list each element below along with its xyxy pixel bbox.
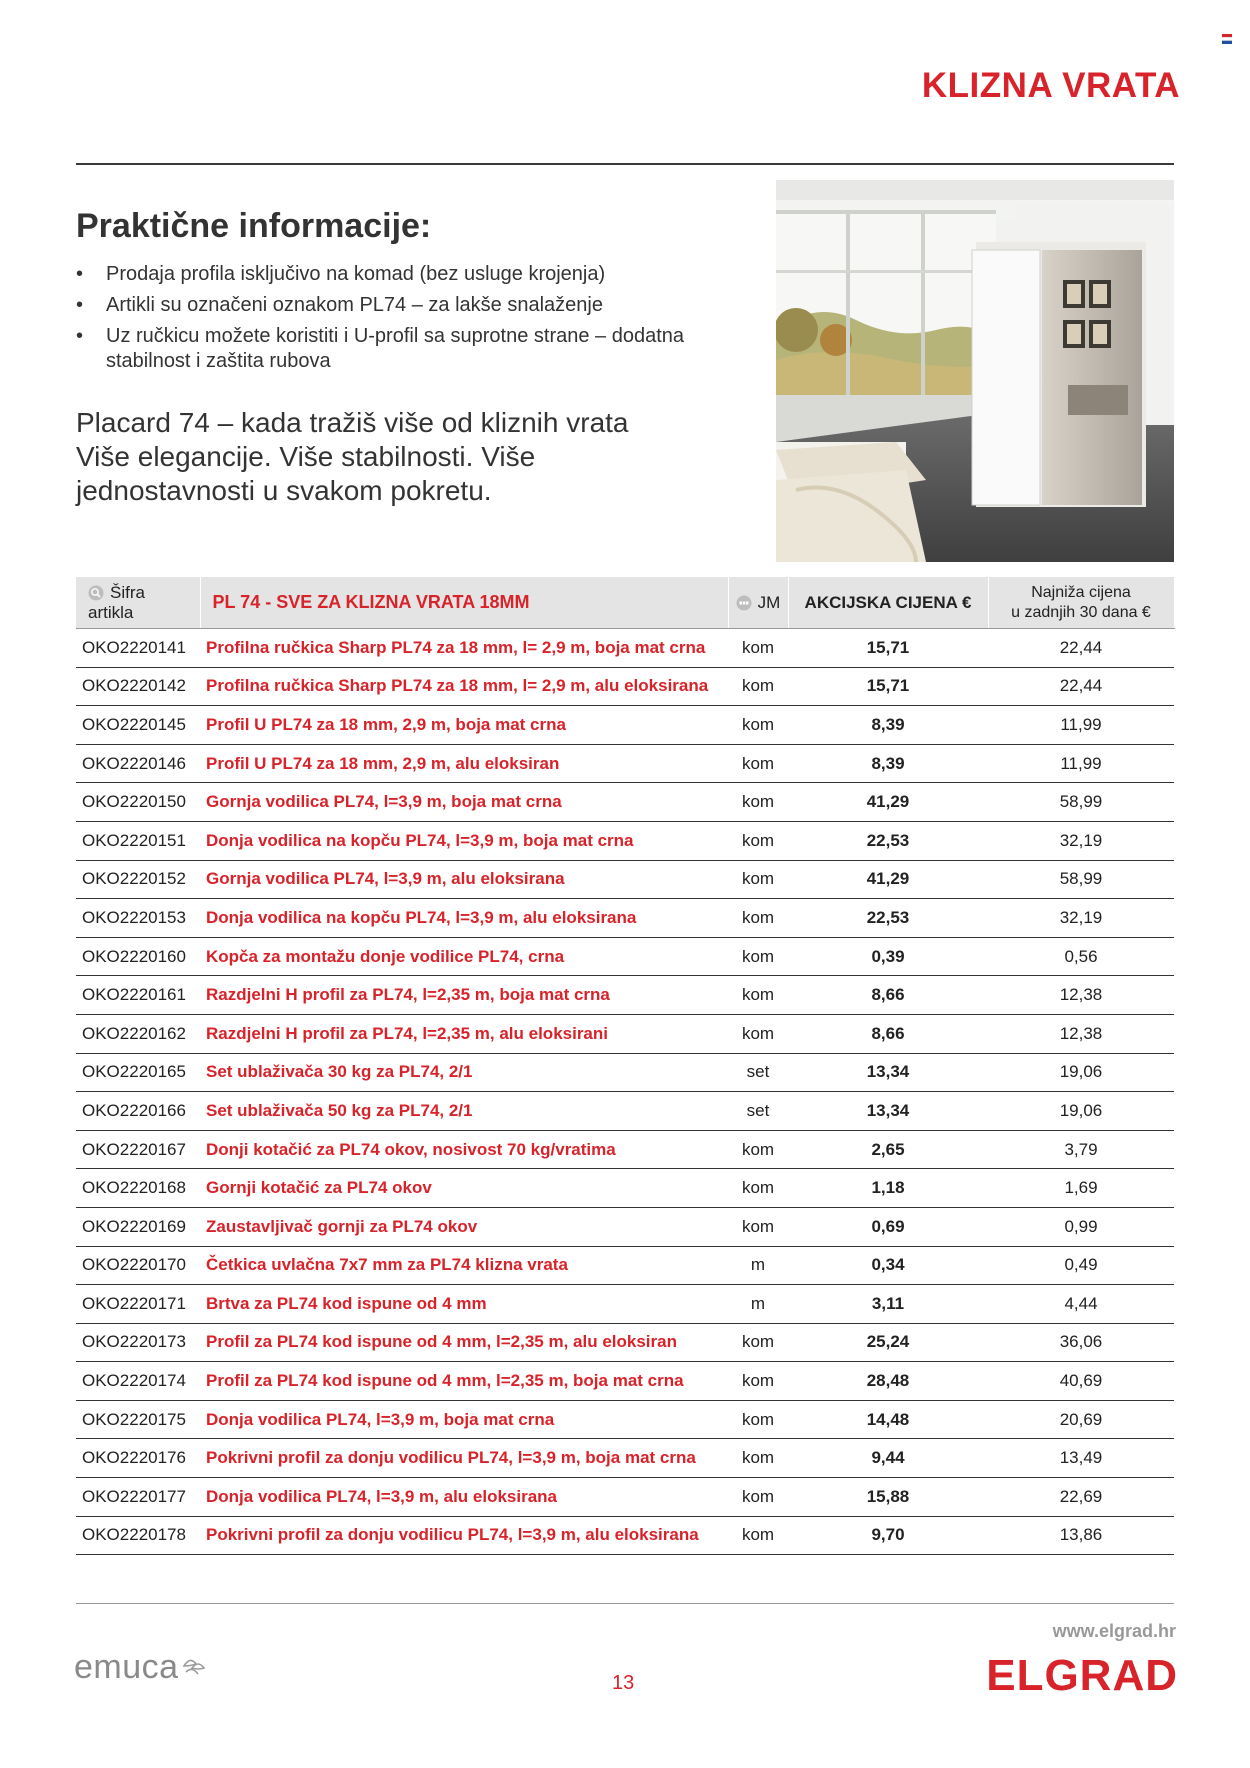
item-sale-price: 8,66 (788, 1014, 988, 1053)
item-lowest-price: 0,99 (988, 1207, 1174, 1246)
price-table-container (76, 577, 1174, 1555)
item-lowest-price: 19,06 (988, 1053, 1174, 1092)
item-unit: kom (728, 1362, 788, 1401)
item-code: OKO2220176 (76, 1439, 200, 1478)
item-code: OKO2220165 (76, 1053, 200, 1092)
table-row (76, 821, 1174, 860)
item-unit: kom (728, 1169, 788, 1208)
bedroom-wardrobe-photo (776, 180, 1174, 562)
item-unit: kom (728, 706, 788, 745)
column-header-code (76, 577, 200, 629)
column-header-lowest (988, 577, 1174, 629)
item-sale-price: 8,39 (788, 744, 988, 783)
item-code: OKO2220170 (76, 1246, 200, 1285)
item-name: Četkica uvlačna 7x7 mm za PL74 klizna vrata (200, 1246, 728, 1285)
item-unit: kom (728, 821, 788, 860)
info-bullet: • Prodaja profila isključivo na komad (bez usluge krojenja) (76, 262, 716, 287)
column-header-price: AKCIJSKA CIJENA € (788, 577, 988, 629)
tagline-line: jednostavnosti u svakom pokretu. (76, 475, 492, 506)
item-code: OKO2220150 (76, 783, 200, 822)
item-name: Profil U PL74 za 18 mm, 2,9 m, boja mat crna (200, 706, 728, 745)
item-lowest-price: 13,86 (988, 1516, 1174, 1555)
item-unit: kom (728, 1323, 788, 1362)
table-row (76, 1400, 1174, 1439)
item-code: OKO2220173 (76, 1323, 200, 1362)
item-unit: kom (728, 1478, 788, 1517)
item-lowest-price: 20,69 (988, 1400, 1174, 1439)
table-row (76, 706, 1174, 745)
item-code: OKO2220169 (76, 1207, 200, 1246)
flag-icon (1222, 34, 1232, 44)
item-name: Profilna ručkica Sharp PL74 za 18 mm, l= 2,9 m, alu eloksirana (200, 667, 728, 706)
unit-icon (736, 595, 752, 611)
search-icon (88, 585, 104, 601)
brand-logo: ELGRAD (986, 1651, 1178, 1700)
item-name: Set ublaživača 30 kg za PL74, 2/1 (200, 1053, 728, 1092)
item-name: Profil U PL74 za 18 mm, 2,9 m, alu eloksiran (200, 744, 728, 783)
item-code: OKO2220162 (76, 1014, 200, 1053)
item-sale-price: 0,39 (788, 937, 988, 976)
item-name: Razdjelni H profil za PL74, l=2,35 m, alu eloksirani (200, 1014, 728, 1053)
item-code: OKO2220160 (76, 937, 200, 976)
table-row (76, 1323, 1174, 1362)
item-sale-price: 9,70 (788, 1516, 988, 1555)
item-code: OKO2220175 (76, 1400, 200, 1439)
info-bullet: • Uz ručkicu možete koristiti i U-profil sa suprotne strane – dodatna stabilnost i zaštita rubova (76, 324, 716, 374)
item-name: Brtva za PL74 kod ispune od 4 mm (200, 1285, 728, 1324)
item-sale-price: 0,34 (788, 1246, 988, 1285)
item-name: Profil za PL74 kod ispune od 4 mm, l=2,35 m, boja mat crna (200, 1362, 728, 1401)
item-name: Razdjelni H profil za PL74, l=2,35 m, boja mat crna (200, 976, 728, 1015)
item-lowest-price: 12,38 (988, 1014, 1174, 1053)
table-row (76, 1246, 1174, 1285)
item-name: Pokrivni profil za donju vodilicu PL74, l=3,9 m, alu eloksirana (200, 1516, 728, 1555)
item-sale-price: 15,71 (788, 629, 988, 668)
item-code: OKO2220142 (76, 667, 200, 706)
item-code: OKO2220151 (76, 821, 200, 860)
item-unit: set (728, 1053, 788, 1092)
item-sale-price: 8,39 (788, 706, 988, 745)
item-code: OKO2220161 (76, 976, 200, 1015)
item-sale-price: 14,48 (788, 1400, 988, 1439)
item-code: OKO2220145 (76, 706, 200, 745)
item-lowest-price: 58,99 (988, 860, 1174, 899)
item-lowest-price: 19,06 (988, 1092, 1174, 1131)
item-lowest-price: 32,19 (988, 899, 1174, 938)
tagline-line: Više elegancije. Više stabilnosti. Više (76, 441, 536, 472)
table-row (76, 1207, 1174, 1246)
item-lowest-price: 13,49 (988, 1439, 1174, 1478)
price-table (76, 577, 1175, 1555)
item-lowest-price: 36,06 (988, 1323, 1174, 1362)
item-code: OKO2220167 (76, 1130, 200, 1169)
table-row (76, 1014, 1174, 1053)
item-unit: set (728, 1092, 788, 1131)
item-sale-price: 28,48 (788, 1362, 988, 1401)
table-row (76, 1169, 1174, 1208)
table-row (76, 667, 1174, 706)
item-lowest-price: 58,99 (988, 783, 1174, 822)
item-unit: kom (728, 976, 788, 1015)
item-code: OKO2220146 (76, 744, 200, 783)
item-name: Donji kotačić za PL74 okov, nosivost 70 kg/vratima (200, 1130, 728, 1169)
item-name: Gornja vodilica PL74, l=3,9 m, alu eloksirana (200, 860, 728, 899)
partner-logo-mark-icon (180, 1654, 206, 1678)
table-row (76, 937, 1174, 976)
item-unit: kom (728, 899, 788, 938)
column-header-code-label: Šifra artikla (88, 582, 145, 622)
item-name: Gornja vodilica PL74, l=3,9 m, boja mat crna (200, 783, 728, 822)
item-sale-price: 13,34 (788, 1092, 988, 1131)
table-row (76, 1285, 1174, 1324)
item-name: Set ublaživača 50 kg za PL74, 2/1 (200, 1092, 728, 1131)
item-sale-price: 13,34 (788, 1053, 988, 1092)
table-row (76, 1362, 1174, 1401)
item-sale-price: 41,29 (788, 860, 988, 899)
table-row (76, 899, 1174, 938)
item-code: OKO2220152 (76, 860, 200, 899)
item-lowest-price: 32,19 (988, 821, 1174, 860)
item-lowest-price: 0,49 (988, 1246, 1174, 1285)
info-bullet-list (76, 262, 716, 380)
table-row (76, 744, 1174, 783)
item-name: Donja vodilica PL74, l=3,9 m, alu eloksirana (200, 1478, 728, 1517)
item-lowest-price: 22,44 (988, 667, 1174, 706)
info-bullet: • Artikli su označeni oznakom PL74 – za lakše snalaženje (76, 293, 716, 318)
table-row (76, 1053, 1174, 1092)
item-sale-price: 22,53 (788, 899, 988, 938)
table-row (76, 629, 1174, 668)
item-name: Pokrivni profil za donju vodilicu PL74, l=3,9 m, boja mat crna (200, 1439, 728, 1478)
item-unit: kom (728, 860, 788, 899)
item-lowest-price: 40,69 (988, 1362, 1174, 1401)
item-sale-price: 3,11 (788, 1285, 988, 1324)
item-unit: kom (728, 1400, 788, 1439)
item-name: Kopča za montažu donje vodilice PL74, crna (200, 937, 728, 976)
item-code: OKO2220166 (76, 1092, 200, 1131)
item-sale-price: 15,88 (788, 1478, 988, 1517)
item-unit: kom (728, 1014, 788, 1053)
table-row (76, 1478, 1174, 1517)
section-title: KLIZNA VRATA (921, 66, 1180, 105)
item-unit: kom (728, 629, 788, 668)
column-header-unit (728, 577, 788, 629)
item-name: Profilna ručkica Sharp PL74 za 18 mm, l= 2,9 m, boja mat crna (200, 629, 728, 668)
item-lowest-price: 3,79 (988, 1130, 1174, 1169)
item-code: OKO2220171 (76, 1285, 200, 1324)
tagline-line: Placard 74 – kada tražiš više od kliznih vrata (76, 407, 629, 438)
item-sale-price: 15,71 (788, 667, 988, 706)
item-lowest-price: 22,69 (988, 1478, 1174, 1517)
item-sale-price: 2,65 (788, 1130, 988, 1169)
item-code: OKO2220168 (76, 1169, 200, 1208)
item-lowest-price: 22,44 (988, 629, 1174, 668)
item-lowest-price: 1,69 (988, 1169, 1174, 1208)
item-sale-price: 25,24 (788, 1323, 988, 1362)
table-row (76, 783, 1174, 822)
table-row (76, 1092, 1174, 1131)
item-unit: m (728, 1246, 788, 1285)
item-unit: kom (728, 1439, 788, 1478)
item-name: Gornji kotačić za PL74 okov (200, 1169, 728, 1208)
table-row (76, 1130, 1174, 1169)
item-sale-price: 22,53 (788, 821, 988, 860)
table-row (76, 976, 1174, 1015)
column-header-unit-label: JM (757, 592, 781, 612)
item-code: OKO2220177 (76, 1478, 200, 1517)
table-row (76, 860, 1174, 899)
item-unit: kom (728, 783, 788, 822)
partner-logo: emuca (74, 1648, 179, 1686)
item-unit: kom (728, 937, 788, 976)
item-name: Donja vodilica na kopču PL74, l=3,9 m, alu eloksirana (200, 899, 728, 938)
item-sale-price: 8,66 (788, 976, 988, 1015)
item-lowest-price: 11,99 (988, 744, 1174, 783)
item-name: Profil za PL74 kod ispune od 4 mm, l=2,35 m, alu eloksiran (200, 1323, 728, 1362)
item-sale-price: 9,44 (788, 1439, 988, 1478)
item-code: OKO2220178 (76, 1516, 200, 1555)
table-row (76, 1516, 1174, 1555)
info-title: Praktične informacije: (76, 207, 432, 245)
item-sale-price: 41,29 (788, 783, 988, 822)
item-sale-price: 1,18 (788, 1169, 988, 1208)
column-header-lowest-line: Najniža cijena (1031, 583, 1131, 601)
table-row (76, 1439, 1174, 1478)
column-header-name: PL 74 - SVE ZA KLIZNA VRATA 18MM (200, 577, 728, 629)
item-name: Zaustavljivač gornji za PL74 okov (200, 1207, 728, 1246)
item-lowest-price: 12,38 (988, 976, 1174, 1015)
column-header-lowest-line: u zadnjih 30 dana € (1011, 603, 1151, 621)
item-name: Donja vodilica na kopču PL74, l=3,9 m, boja mat crna (200, 821, 728, 860)
bottom-divider (76, 1603, 1174, 1604)
item-unit: kom (728, 667, 788, 706)
item-code: OKO2220153 (76, 899, 200, 938)
item-sale-price: 0,69 (788, 1207, 988, 1246)
item-lowest-price: 4,44 (988, 1285, 1174, 1324)
table-header-row (76, 577, 1174, 629)
item-unit: kom (728, 1130, 788, 1169)
item-unit: kom (728, 744, 788, 783)
item-unit: kom (728, 1207, 788, 1246)
item-code: OKO2220141 (76, 629, 200, 668)
page-number: 13 (612, 1672, 635, 1694)
tagline (76, 406, 696, 508)
item-name: Donja vodilica PL74, l=3,9 m, boja mat crna (200, 1400, 728, 1439)
item-unit: m (728, 1285, 788, 1324)
item-lowest-price: 11,99 (988, 706, 1174, 745)
website-link[interactable]: www.elgrad.hr (1052, 1621, 1176, 1641)
top-divider (76, 163, 1174, 165)
item-code: OKO2220174 (76, 1362, 200, 1401)
item-unit: kom (728, 1516, 788, 1555)
item-lowest-price: 0,56 (988, 937, 1174, 976)
